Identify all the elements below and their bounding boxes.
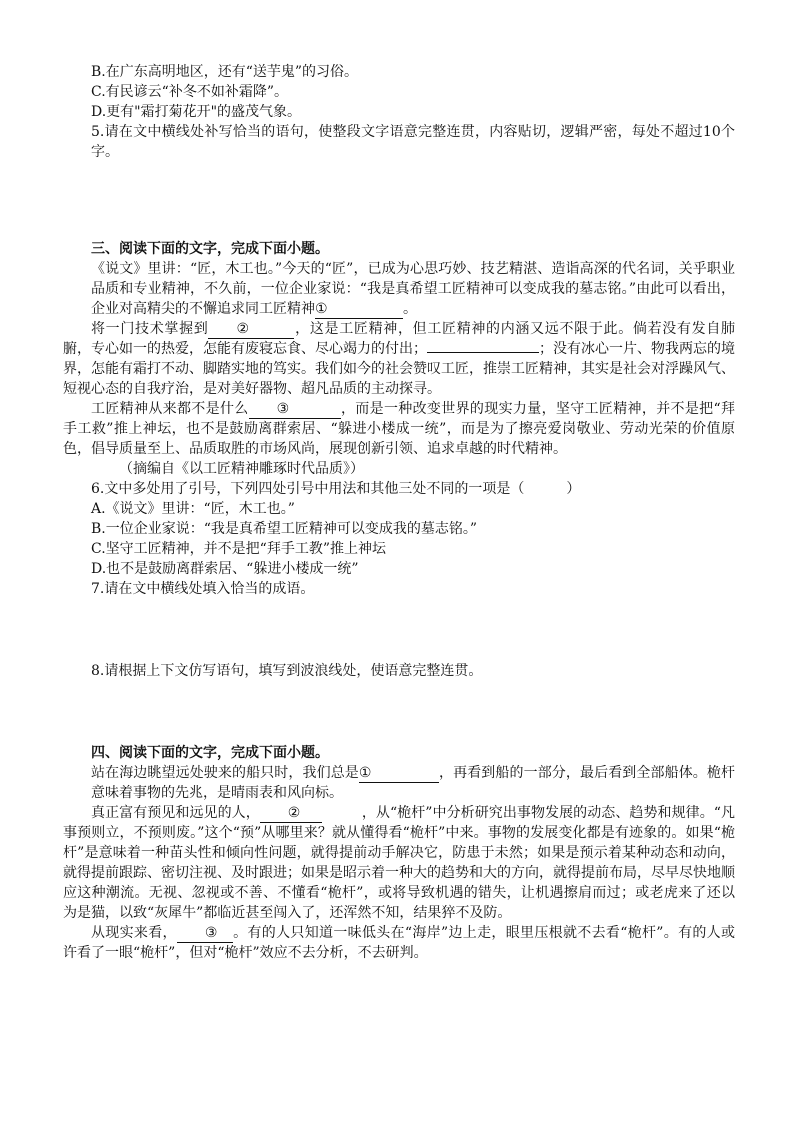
- s3-p3-text-b: ，而是一种改变世界的现实力量，坚守工匠精神，并不是把“拜手工救”推上神坛，也不是鼓励离群索居、“躲进小楼成一统”，而是为了擦亮爱岗敬业、劳动光荣的价值原色，倡导质量至上、品质取胜的市场风尚，展现创新引领、追求卓越的时代精神。: [63, 401, 736, 457]
- s3-p1-end: 。: [403, 301, 417, 317]
- q6-option-b: B.一位企业家说：“我是真希望工匠精神可以变成我的墓志铭。”: [91, 521, 478, 537]
- section3-heading: 三、阅读下面的文字，完成下面小题。: [91, 241, 329, 257]
- s4-p1-text-b: ，再看到船的一部分，最后看到全部船体。桅杆意味着事物的先兆，是晴雨表和风向标。: [91, 765, 736, 801]
- section4-heading: 四、阅读下面的文字，完成下面小题。: [91, 745, 329, 761]
- s3-p2-text-b: ，这是工匠精神，但工匠精神的内涵又远不限于此。倘若没有发自肺腑，专心如一的热爱，怎能有废寝忘食、尽心竭力的付出；: [63, 321, 736, 357]
- s3-blank-2: ②: [208, 320, 294, 339]
- s3-p2-text-a: 将一门技术掌握到: [91, 321, 209, 337]
- section3-source: （摘编自《以工匠精神雕琢时代品质》）: [119, 461, 364, 477]
- answer-space-q5: [91, 162, 735, 239]
- question-6: 6.文中多处用了引号，下列四处引号中用法和其他三处不同的一项是（ ）: [91, 481, 581, 497]
- q4-option-d: D.更有"霜打菊花开"的盛茂气象。: [91, 104, 302, 120]
- question-7: 7.请在文中横线处填入恰当的成语。: [91, 581, 315, 597]
- s4-p3-text-b: 。有的人只知道一味低头在“海岸”边上走，眼里压根就不去看“桅杆”。有的人或许看了一眼“桅杆”，但对“桅杆”效应不去分析，不去研判。: [63, 925, 735, 961]
- s3-blank-1: ①: [315, 300, 403, 319]
- s3-wavy-blank: [427, 352, 539, 353]
- s4-blank-2: ②: [260, 804, 322, 823]
- section4-paragraph-1: [91, 763, 735, 803]
- section4-paragraph-2: [63, 803, 735, 923]
- s3-blank-3: ③: [249, 400, 341, 419]
- section3-paragraph-1: [91, 259, 735, 319]
- answer-space-q8: [91, 681, 735, 743]
- question-8: 8.请根据上下文仿写语句，填写到波浪线处，使语意完整连贯。: [91, 663, 483, 679]
- s4-p2-text-b: ，从“桅杆”中分析研究出事物发展的动态、趋势和规律。“凡事预则立，不预则废。”这个“预”从哪里来？就从懂得看“桅杆”中来。事物的发展变化都是有迹象的。如果“桅杆”是意味着一种苗头性和倾向性问题，就得提前动手解决它，防患于未然；如果是预示着某种动态和动向，就得提前跟踪、密切注视、及时跟进；如果是昭示着一种大的趋势和大的方向，就得提前布局，尽早尽快地顺应这种潮流。无视、忽视或不善、不懂看“桅杆”，或将导致机遇的错失，让机遇擦肩而过；或老虎来了还以为是猫，以致“灰犀牛”都临近甚至闯入了，还浑然不知，结果猝不及防。: [63, 805, 735, 921]
- q6-option-c: C.坚守工匠精神，并不是把“拜手工教”推上神坛: [91, 541, 386, 557]
- q4-option-c: C.有民谚云“补冬不如补霜降”。: [91, 84, 288, 100]
- section4-paragraph-3: [63, 923, 735, 963]
- s4-blank-3: ③: [177, 924, 233, 943]
- page-content: [63, 62, 736, 963]
- q4-option-b: B.在广东高明地区，还有“送芋鬼”的习俗。: [91, 64, 359, 80]
- section3-paragraph-2: [63, 319, 735, 399]
- answer-space-q7: [91, 599, 735, 661]
- s3-p2-text-c: ；没有冰心一片、物我两忘的境界，怎能有霜打不动、脚踏实地的笃实。我们如今的社会赞叹工匠，推崇工匠精神，其实是社会对浮躁风气、短视心态的自我疗治，是对美好器物、超凡品质的主动探寻。: [63, 341, 735, 397]
- section3-paragraph-3: [63, 399, 735, 459]
- s4-p2-text-a: 真正富有预见和远见的人，: [91, 805, 260, 821]
- question-5: 5.请在文中横线处补写恰当的语句，使整段文字语意完整连贯，内容贴切，逻辑严密，每处不超过10个字。: [91, 124, 735, 160]
- s4-p1-text-a: 站在海边眺望远处驶来的船只时，我们总是: [91, 765, 359, 781]
- s4-blank-1: ①: [359, 764, 439, 783]
- s4-p3-text-a: 从现实来看，: [91, 925, 177, 941]
- s3-p3-text-a: 工匠精神从来都不是什么: [91, 401, 249, 417]
- s3-p1-text: 《说文》里讲：“匠，木工也。”今天的“匠”，已成为心思巧妙、技艺精湛、造诣高深的代名词，关乎职业品质和专业精神，不久前，一位企业家说：“我是真希望工匠精神可以变成我的墓志铭。”由此可以看出，企业对高精尖的不懈追求同工匠精神: [91, 261, 735, 317]
- q6-option-d: D.也不是鼓励离群索居、“躲进小楼成一统”: [91, 561, 359, 577]
- q6-option-a: A.《说文》里讲：“匠，木工也。”: [91, 501, 295, 517]
